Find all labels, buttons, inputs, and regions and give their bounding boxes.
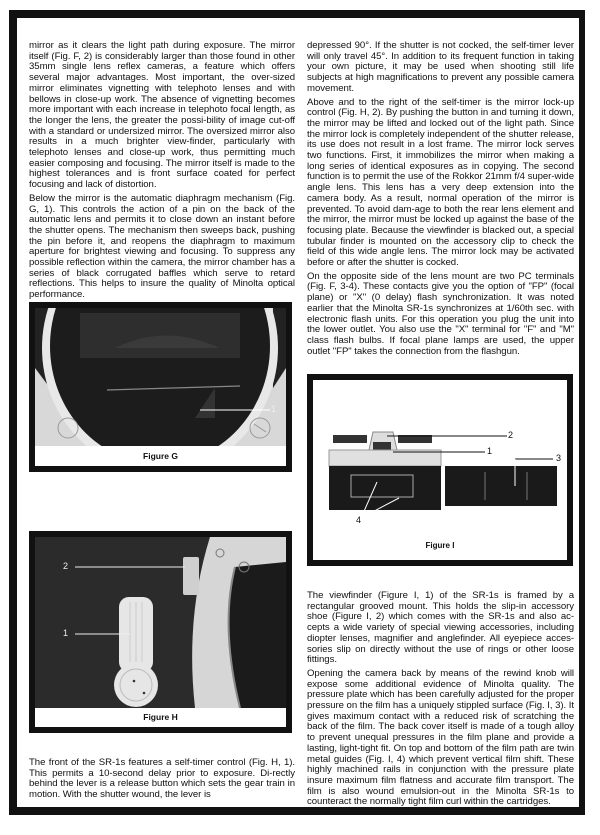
paragraph: depressed 90°. If the shutter is not cocked, the self-timer lever will only travel 45°. In addition to its frequent function in taking your own picture, it may be used when shooting still life subjects at high magnifications to prevent any possible camera movement. — [307, 40, 574, 94]
figure-g-caption: Figure G — [35, 446, 286, 466]
figure-g-callout-1: 1 — [271, 404, 277, 414]
figure-i-photo — [313, 380, 567, 560]
left-column-top — [29, 41, 295, 304]
paragraph: mirror as it clears the light path during exposure. The mirror itself (Fig. F, 2) is considerably larger than those found in other 35mm single lens reflex cameras, a feature which offers several major advantages. Most important, the over-sized mirror eliminates vignetting with telephoto lenses and with bellows in close-up work. The absence of vignetting becomes more important with each increase in telephoto focal length, as the longer the lens, the greater the possi-bility of image cut-off with a standard or undersized mirror. The oversized mirror also results in a much brighter view-finder, particularly with telephoto lenses and close-up work, thus permitting much easier composing and focusing. The mirror itself is made to the highest tolerances and is front surface coated for perfect focusing and lack of distortion. — [29, 40, 295, 191]
figure-g-photo — [35, 308, 286, 446]
paragraph: The front of the SR-1s features a self-timer control (Fig. H, 1). This permits a 10-second delay prior to exposure. Di-rectly behind the lever is a release button which sets the gear train in motion. With the shutter wound, the lever is — [29, 757, 295, 801]
self-timer-illustration — [35, 537, 286, 708]
paragraph: Opening the camera back by means of the rewind knob will expose some additional evidence of Minolta quality. The pressure plate which has been carefully adjusted for the proper pressure on the film has a uniquely stippled surface (Fig. I, 3). It gives maximum contact with a reduced risk of scratching the back of the film. The back cover itself is made of a tough alloy to prevent unequal pressures in the film plane and provide a lasting, light-tight fit. On top and bottom of the film path are twin metal guides (Fig. I, 4) which prevent vertical film shift. These highly machined rails in conjunction with the pressure plate insure maximum film flatness and accurate film transport. The film is also wound emulsion-out in the Minolta SR-1s to counteract the normally tight film curl within the cartridges. — [307, 667, 574, 808]
figure-h-photo — [35, 537, 286, 708]
figure-g — [29, 302, 292, 472]
figure-i-callout-1: 1 — [487, 446, 493, 456]
figure-i — [307, 374, 573, 566]
right-column-top — [307, 41, 574, 360]
paragraph: On the opposite side of the lens mount are two PC terminals (Fig. F, 3-4). These contacts give you the option of "FP" (focal plane) or "X" (0 delay) flash synchronization. It was noted earlier that the Minolta SR-1s synchronizes at 1/60th sec. with electronic flash units. For this operation you plug the unit into the lower outlet. You also use the "X" terminal for "F" and "M" class flash bulbs. If focal plane lamps are used, the upper outlet "FP" takes the connection from the flashgun. — [307, 270, 574, 357]
camera-back-illustration — [313, 380, 567, 560]
figure-h-callout-2: 2 — [63, 561, 69, 571]
figure-h — [29, 531, 292, 733]
paragraph: Below the mirror is the automatic diaphragm mechanism (Fig. G, 1). This controls the action of a pin on the back of the automatic lens and permits it to close down an instant before the shutter opens. The mechanism then sweeps back, pushing the pin before it, and reopens the diaphragm to maximum aperture for brightest viewing and focusing. To suppress any possible reflection within the camera, the mirror chamber has a series of black corrugated baffles which serve to retard reflections. This helps to insure the quality of Minolta optical performance. — [29, 192, 295, 301]
right-column-bottom — [307, 591, 574, 811]
figure-i-callout-4: 4 — [356, 515, 362, 525]
figure-h-caption: Figure H — [35, 708, 286, 727]
figure-i-caption: Figure I — [425, 541, 455, 550]
figure-i-callout-2: 2 — [508, 430, 514, 440]
mirror-chamber-illustration — [35, 308, 286, 446]
paragraph: The viewfinder (Figure I, 1) of the SR-1s is framed by a rectangular grooved mount. This holds the slip-in accessory shoe (Figure I, 2) which comes with the SR-1s and also ac-cepts a wide variety of special viewing accessories, including diopter lenses, magnifier and anglefinder. All eyepiece acces-sories slip on directly without the use of rings or other loose fittings. — [307, 590, 574, 666]
paragraph: Above and to the right of the self-timer is the mirror lock-up control (Fig. H, 2). By pushing the button in and turning it down, the mirror may be lifted and locked out of the light path. Since the mirror lock is completely independent of the shutter release, its use does not result in a lost frame. The mirror lock serves two functions. First, it immobilizes the mirror when making a long series of identical exposures as in copying. The second function is to permit the use of the Rokkor 21mm f/4 super-wide angle lens. This lens has a very deep extension into the camera body. As a result, normal operation of the mirror is prevented. To avoid dam-age to both the rear lens element and the mirror, the mirror must be locked up against the base of the focusing plate. Because the viewfinder is blacked out, a special tubular finder is mounted on the accessory clip to check the field of this wide angle lens. The mirror lock may be activated before or after the shutter is cocked. — [307, 96, 574, 269]
figure-i-callout-3: 3 — [556, 453, 562, 463]
figure-h-callout-1: 1 — [63, 628, 69, 638]
left-column-bottom — [29, 758, 295, 804]
